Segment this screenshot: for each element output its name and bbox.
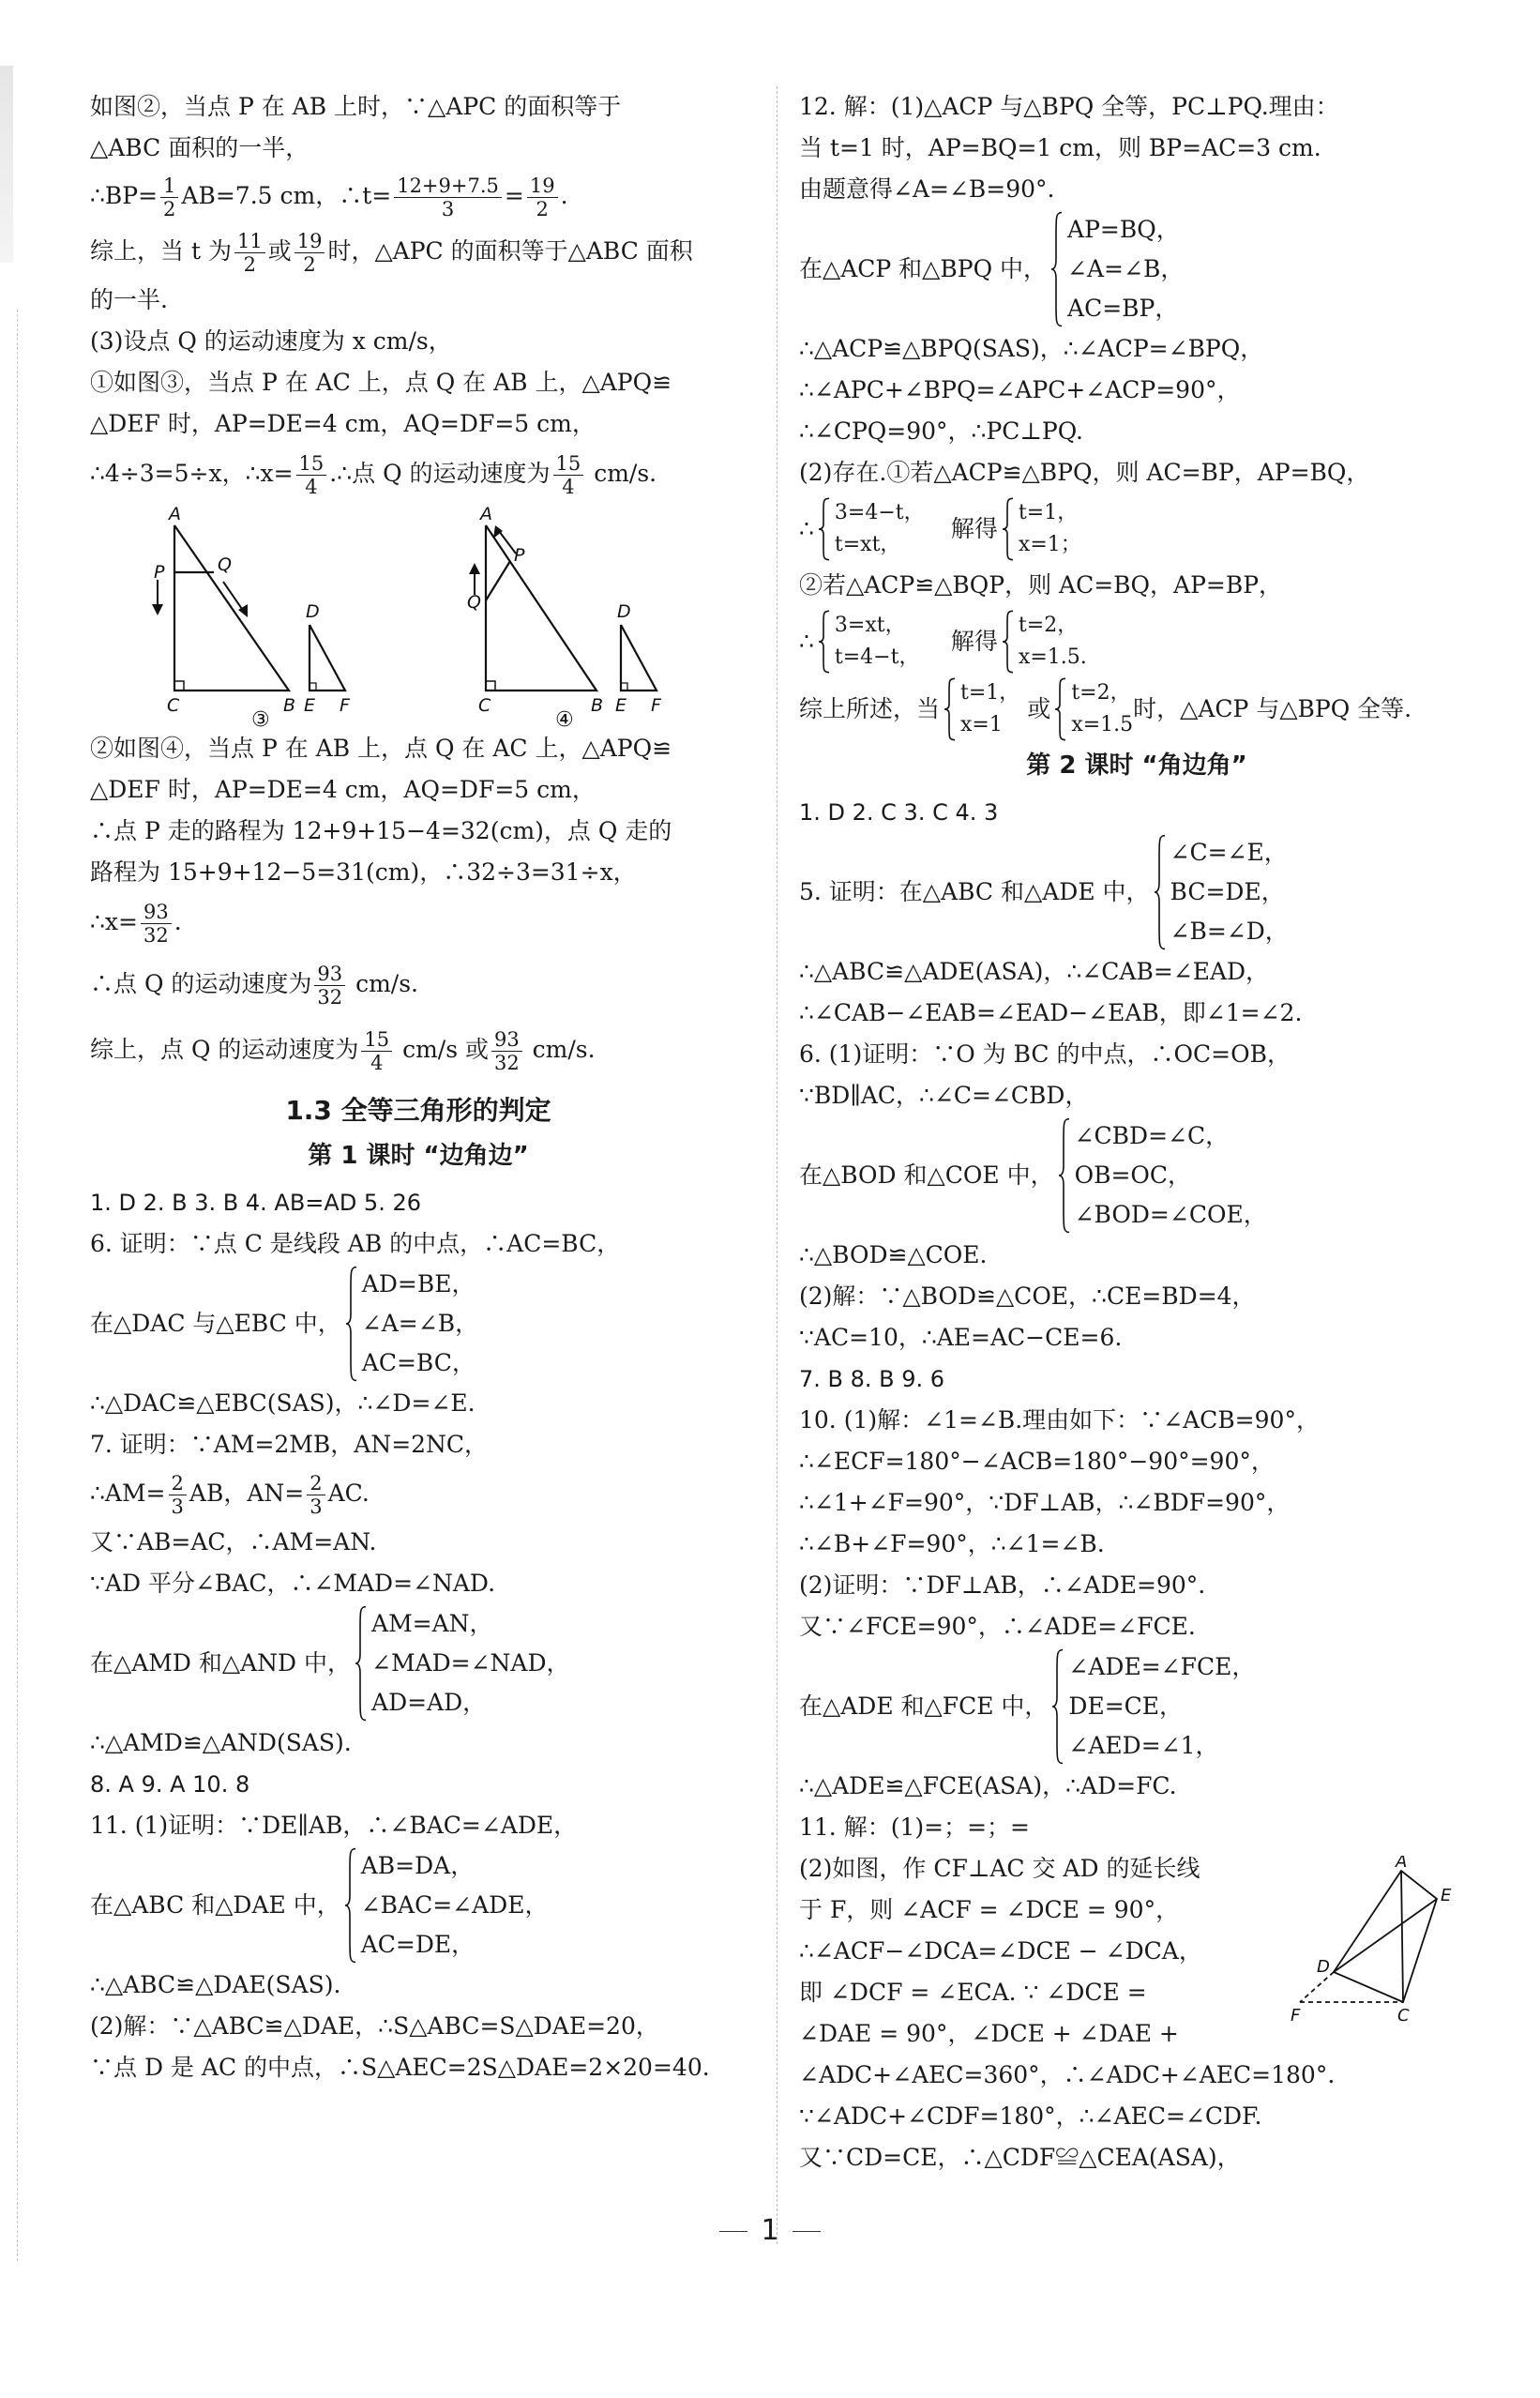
system-line xyxy=(90,1265,747,1383)
system-line xyxy=(90,1604,747,1723)
system-item: ∠A=∠B， xyxy=(1067,255,1185,282)
fraction: $\frac{93}{32}$ xyxy=(314,963,345,1009)
system-item: AB=DA， xyxy=(360,1852,475,1879)
system-item: t=xt， xyxy=(834,533,901,556)
text-line: 的一半. xyxy=(90,286,168,313)
figures-3-4 xyxy=(90,503,747,728)
system-item: x=1.5. xyxy=(1018,645,1087,669)
text-line: 当 t=1 时，AP=BQ=1 cm，则 BP=AC=3 cm. xyxy=(799,134,1321,161)
answer-line: 1. D 2. B 3. B 4. AB=AD 5. 26 xyxy=(90,1190,421,1216)
fig4-triangle-abc xyxy=(486,525,596,691)
system-item: ∠CBD=∠C， xyxy=(1074,1122,1230,1149)
right-column xyxy=(799,86,1474,2178)
system-item: AM=AN， xyxy=(371,1610,493,1637)
text-line: ∴△ABC≌△ADE(ASA)，∴∠CAB=∠EAD， xyxy=(799,958,1270,985)
fig4-label-d: D xyxy=(617,601,631,622)
fig3-arrowhead-p xyxy=(152,604,163,615)
text: 在△DAC 与△EBC 中， xyxy=(90,1310,341,1337)
fraction: $\frac{93}{32}$ xyxy=(141,901,172,947)
page-number xyxy=(0,2214,1540,2247)
fig3-label-c: C xyxy=(167,695,180,716)
brace-icon xyxy=(944,677,957,741)
brace-icon xyxy=(1002,497,1015,561)
text-line: 6. (1)证明：∵O 为 BC 的中点，∴OC=OB， xyxy=(799,1040,1291,1068)
equation-system xyxy=(799,833,1289,951)
text: cm/s 或 xyxy=(395,1036,489,1063)
system-item: ∠BOD=∠COE， xyxy=(1074,1201,1267,1228)
text: ∴x= xyxy=(90,908,138,935)
system-item: DE=CE， xyxy=(1068,1692,1184,1720)
fig4-label-b: B xyxy=(591,695,604,716)
quadrilateral-figure xyxy=(1285,1856,1454,2043)
system-item: ∠MAD=∠NAD， xyxy=(371,1649,570,1677)
section-title: 1.3 全等三角形的判定 xyxy=(285,1095,551,1126)
fraction: $\frac{15}{4}$ xyxy=(553,452,584,498)
fig4-label-f: F xyxy=(651,695,661,716)
system-item: AC=BP， xyxy=(1067,295,1179,322)
text: 或 xyxy=(1027,695,1051,722)
text-line: 11. (1)证明：∵DE∥AB，∴∠BAC=∠ADE， xyxy=(90,1812,578,1839)
text: ∴ xyxy=(799,628,814,655)
page-dash-left xyxy=(719,2231,747,2232)
text-line: ∴∠ACF−∠DCA=∠DCE − ∠DCA， xyxy=(799,1937,1202,1965)
fraction: $\frac{2}{3}$ xyxy=(307,1472,325,1518)
fig3-label-d: D xyxy=(306,601,320,622)
fig3-triangle-def xyxy=(310,625,345,691)
fig4-label-p: P xyxy=(514,545,525,566)
text-line: (3)设点 Q 的运动速度为 x cm/s， xyxy=(90,327,452,355)
fig4-label-e: E xyxy=(615,695,627,716)
q11-block xyxy=(799,1848,1474,2055)
equation-line xyxy=(90,445,747,503)
system-line xyxy=(799,210,1474,328)
text: 解得 xyxy=(950,515,998,542)
fig3-label-a: A xyxy=(169,504,181,524)
binding-rule xyxy=(17,310,19,2261)
equation-line xyxy=(90,1017,747,1083)
equation-system xyxy=(799,610,1087,674)
system-line xyxy=(90,1846,747,1965)
equation-system xyxy=(799,497,1081,561)
text-line: ∴∠B+∠F=90°，∴∠1=∠B. xyxy=(799,1530,1105,1557)
brace-icon xyxy=(1050,210,1064,328)
answer-line: 8. A 9. A 10. 8 xyxy=(90,1771,250,1798)
system-line xyxy=(799,1647,1474,1766)
text-line: 又∵AB=AC，∴AM=AN. xyxy=(90,1528,377,1556)
system-line xyxy=(799,677,1474,741)
fig4-label-c: C xyxy=(478,695,491,716)
system-line xyxy=(799,610,1474,674)
system-item: t=4−t， xyxy=(834,645,920,669)
text: 综上，点 Q 的运动速度为 xyxy=(90,1036,359,1063)
lesson-title: 第 2 课时 “角边角” xyxy=(1026,751,1247,780)
text-line: ∴△ACP≌△BPQ(SAS)，∴∠ACP=∠BPQ， xyxy=(799,335,1264,362)
text: 在△ADE 和△FCE 中， xyxy=(799,1692,1049,1720)
brace-icon xyxy=(818,610,831,674)
figure-diag-de xyxy=(1334,1899,1437,1972)
answer-line: 7. B 8. B 9. 6 xyxy=(799,1366,945,1392)
text-line: ∴△DAC≌△EBC(SAS)，∴∠D=∠E. xyxy=(90,1389,476,1417)
fig3-label-f: F xyxy=(340,695,350,716)
equation-line xyxy=(90,169,747,223)
text-line: 由题意得∠A=∠B=90°. xyxy=(799,175,1055,203)
fig4-arrowhead-p xyxy=(493,525,503,539)
text-line: ∴∠1+∠F=90°，∵DF⊥AB，∴∠BDF=90°， xyxy=(799,1489,1291,1516)
text: = xyxy=(504,182,524,209)
brace-icon xyxy=(1054,677,1067,741)
text-line: ∠ADC+∠AEC=360°，∴∠ADC+∠AEC=180°. xyxy=(799,2061,1336,2088)
text-line: (2)解：∵△BOD≌△COE，∴CE=BD=4， xyxy=(799,1282,1256,1310)
fig4-arrowhead-q xyxy=(469,563,480,574)
system-item: AC=BC， xyxy=(361,1349,476,1376)
text-line: △DEF 时，AP=DE=4 cm，AQ=DF=5 cm， xyxy=(90,776,596,803)
brace-icon xyxy=(344,1846,357,1965)
text: . xyxy=(174,908,182,935)
equation-line xyxy=(90,223,747,280)
equation-system xyxy=(799,210,1184,328)
system-item: t=1， xyxy=(960,681,1020,705)
fig3-label-p: P xyxy=(154,562,165,583)
equation-system xyxy=(90,1604,570,1723)
fig3-label-b: B xyxy=(283,695,296,716)
text-line: △ABC 面积的一半， xyxy=(90,134,310,161)
equation-line xyxy=(90,951,747,1017)
text-line: 11. 解：(1)=；=；= xyxy=(799,1814,1030,1841)
left-column xyxy=(90,86,747,2088)
text: . xyxy=(560,182,568,209)
text: cm/s. xyxy=(586,460,657,487)
figure-label-c: C xyxy=(1397,2006,1410,2026)
text: 在△AMD 和△AND 中， xyxy=(90,1649,352,1677)
fraction: $\frac{15}{4}$ xyxy=(361,1028,392,1074)
lesson-title: 第 1 课时 “边角边” xyxy=(308,1142,529,1170)
text-line: ∴∠CPQ=90°，∴PC⊥PQ. xyxy=(799,417,1083,445)
text-line: (2)如图，作 CF⊥AC 交 AD 的延长线 xyxy=(799,1855,1200,1882)
text-line: ∴∠APC+∠BPQ=∠APC+∠ACP=90°， xyxy=(799,376,1241,403)
text-line: ∴点 P 走的路程为 12+9+15−4=32(cm)，点 Q 走的 xyxy=(90,817,672,844)
text-line: ∴∠ECF=180°−∠ACB=180°−90°=90°， xyxy=(799,1448,1275,1475)
text-line: ∴△BOD≌△COE. xyxy=(799,1241,988,1268)
text-line: ②若△ACP≌△BQP，则 AC=BQ，AP=BP， xyxy=(799,571,1283,599)
brace-icon xyxy=(1154,833,1167,951)
text: AC. xyxy=(327,1480,370,1507)
equation-system xyxy=(90,1846,548,1965)
figure-diag-ac xyxy=(1401,1871,1403,2002)
equation-line xyxy=(90,893,747,951)
fraction: $\frac{15}{4}$ xyxy=(296,452,327,498)
text: ∴点 Q 的运动速度为 xyxy=(90,970,312,997)
equation-system xyxy=(799,1647,1255,1766)
fig3-label-q: Q xyxy=(218,554,232,575)
system-item: AD=BE， xyxy=(361,1270,476,1298)
text-line: 6. 证明：∵点 C 是线段 AB 的中点，∴AC=BC， xyxy=(90,1230,621,1257)
system-item: ∠A=∠B， xyxy=(361,1310,479,1337)
fraction: $\frac{12+9+7.5}{3}$ xyxy=(394,175,502,220)
text-line: ∴∠CAB−∠EAB=∠EAD−∠EAB，即∠1=∠2. xyxy=(799,999,1303,1026)
text-line: 路程为 15+9+12−5=31(cm)，∴32÷3=31÷x， xyxy=(90,858,637,886)
text: .∴点 Q 的运动速度为 xyxy=(329,460,551,487)
fig4-triangle-def xyxy=(621,625,657,691)
text: cm/s. xyxy=(524,1036,596,1063)
text-line: 又∵CD=CE，∴△CDF≌△CEA(ASA)， xyxy=(799,2144,1241,2171)
text: AB=7.5 cm，∴t= xyxy=(181,182,392,209)
system-item: ∠ADE=∠FCE， xyxy=(1068,1653,1256,1680)
system-item: ∠BAC=∠ADE， xyxy=(360,1891,549,1919)
text: 在△ABC 和△DAE 中， xyxy=(90,1891,340,1919)
page-number-value: 1 xyxy=(761,2214,779,2247)
system-item: t=2， xyxy=(1018,614,1079,637)
system-item: x=1.5 xyxy=(1071,713,1134,736)
equation-system xyxy=(799,677,1412,741)
text-line: 即 ∠DCF = ∠ECA. ∵ ∠DCE = xyxy=(799,1979,1147,2006)
text-line: (2)存在.①若△ACP≌△BPQ，则 AC=BP，AP=BQ， xyxy=(799,459,1370,486)
brace-icon xyxy=(345,1265,358,1383)
fraction: $\frac{1}{2}$ xyxy=(160,175,178,220)
text-line: △DEF 时，AP=DE=4 cm，AQ=DF=5 cm， xyxy=(90,410,596,437)
text: ∴AM= xyxy=(90,1480,166,1507)
text-line: 如图②，当点 P 在 AB 上时，∵△APC 的面积等于 xyxy=(90,93,622,120)
text: ∴ xyxy=(799,515,814,542)
system-item: BC=DE， xyxy=(1170,878,1285,905)
text-line: ∵AC=10，∴AE=AC−CE=6. xyxy=(799,1324,1123,1351)
text-line: ∴△ADE≌△FCE(ASA)，∴AD=FC. xyxy=(799,1772,1177,1799)
figure-3-4-svg xyxy=(90,503,747,728)
fraction: $\frac{19}{2}$ xyxy=(527,175,558,220)
figure-label-e: E xyxy=(1441,1886,1452,1905)
system-item: x=1； xyxy=(1018,533,1081,556)
text: AB，AN= xyxy=(189,1480,305,1507)
fig3-caption: ③ xyxy=(251,708,270,728)
system-line xyxy=(799,497,1474,561)
text-line: ∵点 D 是 AC 的中点，∴S△AEC=2S△DAE=2×20=40. xyxy=(90,2054,710,2081)
text-line: 于 F，则 ∠ACF = ∠DCE = 90°， xyxy=(799,1896,1180,1923)
fig3-right-angle xyxy=(174,681,184,691)
brace-icon xyxy=(355,1604,368,1723)
fig3-triangle-abc xyxy=(174,525,289,691)
figure-label-f: F xyxy=(1291,2006,1301,2026)
figure-label-d: D xyxy=(1317,1957,1330,1977)
text: 综上所述，当 xyxy=(799,695,941,722)
system-item: AP=BQ， xyxy=(1067,216,1180,243)
system-item: x=1 xyxy=(960,713,1003,736)
text-line: 又∵∠FCE=90°，∴∠ADE=∠FCE. xyxy=(799,1613,1196,1640)
text-line: ∠DAE = 90°，∠DCE + ∠DAE + xyxy=(799,2020,1179,2047)
brace-icon xyxy=(1058,1116,1071,1235)
text: 综上，当 t 为 xyxy=(90,237,232,265)
system-item: ∠C=∠E， xyxy=(1170,839,1288,866)
text-line: ∴△ABC≌△DAE(SAS). xyxy=(90,1971,341,1998)
text-line: ①如图③，当点 P 在 AC 上，点 Q 在 AB 上，△APQ≌ xyxy=(90,369,672,396)
equation-system xyxy=(90,1265,478,1383)
system-item: ∠B=∠D， xyxy=(1170,918,1289,945)
equation-line xyxy=(90,1465,747,1522)
page-dash-right xyxy=(793,2231,821,2232)
fig3-arrow-q xyxy=(223,582,244,612)
system-line xyxy=(799,1116,1474,1235)
system-item: t=2， xyxy=(1071,681,1131,705)
text-line: ∴△AMD≌△AND(SAS). xyxy=(90,1729,352,1756)
system-item: ∠AED=∠1， xyxy=(1068,1732,1219,1759)
fig4-label-a: A xyxy=(480,504,492,524)
text-line: (2)证明：∵DF⊥AB，∴∠ADE=90°. xyxy=(799,1571,1206,1599)
system-item: t=1， xyxy=(1018,501,1079,524)
text: 时，△ACP 与△BPQ 全等. xyxy=(1133,695,1412,722)
text: ∴BP= xyxy=(90,182,159,209)
fraction: $\frac{11}{2}$ xyxy=(234,230,265,276)
equation-system xyxy=(799,1116,1267,1235)
system-item: 3=xt， xyxy=(834,614,906,637)
fig4-label-q: Q xyxy=(467,592,481,613)
fig3-label-e: E xyxy=(304,695,316,716)
text-line: 12. 解：(1)△ACP 与△BPQ 全等，PC⊥PQ.理由： xyxy=(799,93,1339,120)
text: 5. 证明：在△ABC 和△ADE 中， xyxy=(799,878,1150,905)
fraction: $\frac{19}{2}$ xyxy=(294,230,325,276)
system-line xyxy=(799,833,1474,951)
text: 或 xyxy=(267,237,292,265)
brace-icon xyxy=(818,497,831,561)
fraction: $\frac{2}{3}$ xyxy=(169,1472,187,1518)
text-line: 7. 证明：∵AM=2MB，AN=2NC， xyxy=(90,1431,489,1458)
text: 在△BOD 和△COE 中， xyxy=(799,1161,1054,1189)
answer-line: 1. D 2. C 3. C 4. 3 xyxy=(799,799,999,826)
text: cm/s. xyxy=(348,970,418,997)
page-edge-shade xyxy=(0,66,13,263)
text: 时，△APC 的面积等于△ABC 面积 xyxy=(327,237,693,265)
text-line: (2)解：∵△ABC≌△DAE，∴S△ABC=S△DAE=20， xyxy=(90,2012,659,2040)
brace-icon xyxy=(1051,1647,1064,1766)
system-item: OB=OC， xyxy=(1074,1161,1192,1189)
text-line: ∵AD 平分∠BAC，∴∠MAD=∠NAD. xyxy=(90,1570,496,1597)
fig4-right-angle xyxy=(486,681,495,691)
system-item: AD=AD， xyxy=(371,1689,487,1716)
text-line: ∵∠ADC+∠CDF=180°，∴∠AEC=∠CDF. xyxy=(799,2102,1262,2130)
text: ∴4÷3=5÷x，∴x= xyxy=(90,460,294,487)
system-item: 3=4−t， xyxy=(834,501,925,524)
fig4-segment-pq xyxy=(486,561,510,600)
fig4-caption: ④ xyxy=(555,708,574,728)
text-line: ②如图④，当点 P 在 AB 上，点 Q 在 AC 上，△APQ≌ xyxy=(90,735,672,762)
text-line: 10. (1)解：∠1=∠B.理由如下：∵∠ACB=90°， xyxy=(799,1406,1320,1434)
column-divider xyxy=(777,86,778,2244)
text-line: ∵BD∥AC，∴∠C=∠CBD， xyxy=(799,1082,1089,1109)
brace-icon xyxy=(1002,610,1015,674)
figure-label-a: A xyxy=(1396,1856,1408,1872)
fraction: $\frac{93}{32}$ xyxy=(491,1028,522,1074)
system-item: AC=DE， xyxy=(360,1931,476,1958)
text: 解得 xyxy=(950,628,998,655)
text: 在△ACP 和△BPQ 中， xyxy=(799,255,1048,282)
